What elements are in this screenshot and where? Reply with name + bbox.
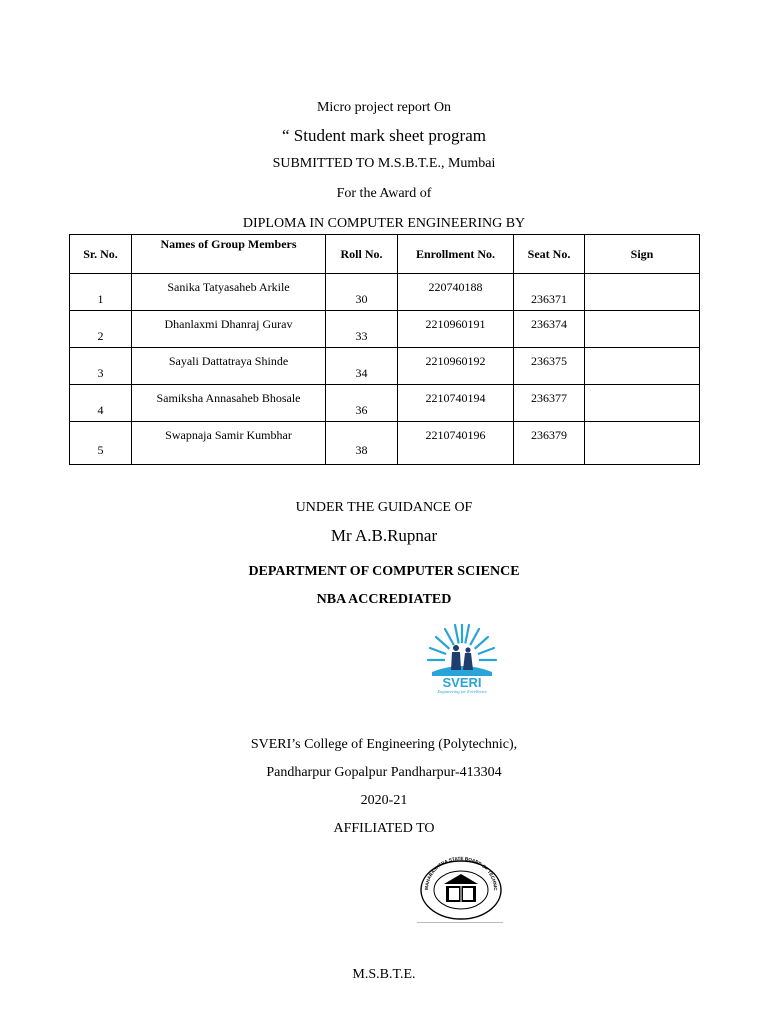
cell-seat — [514, 385, 585, 422]
sveri-logo-icon — [424, 624, 500, 694]
cell-enroll — [398, 422, 514, 465]
roll-value: 34 — [355, 366, 368, 380]
cell-seat — [514, 311, 585, 348]
roll-value: 30 — [355, 292, 368, 306]
cell-sign — [585, 385, 700, 422]
sveri-logo-tagline: Engineering for Excellence — [437, 689, 487, 694]
member-name: Sanika Tatyasaheb Arkile — [167, 280, 290, 294]
sr-value: 4 — [97, 403, 104, 417]
cell-name — [132, 348, 326, 385]
cell-roll — [326, 422, 398, 465]
cell-roll — [326, 348, 398, 385]
roll-value: 36 — [355, 403, 368, 417]
sr-value: 1 — [97, 292, 104, 306]
cell-sr — [70, 311, 132, 348]
roll-value: 38 — [355, 443, 368, 457]
project-title: “ Student mark sheet program — [282, 126, 486, 145]
award-line: For the Award of — [336, 186, 432, 201]
submitted-to: SUBMITTED TO M.S.B.T.E., Mumbai — [272, 156, 496, 171]
report-title-line: Micro project report On — [316, 100, 452, 115]
sr-value: 3 — [97, 366, 104, 380]
cell-sign — [585, 274, 700, 311]
member-name: Samiksha Annasaheb Bhosale — [156, 391, 301, 405]
header-names: Names of Group Members — [132, 235, 326, 274]
cell-enroll — [398, 274, 514, 311]
enroll-value: 2210960191 — [425, 317, 486, 331]
college-name: SVERI’s College of Engineering (Polytechnic), — [250, 737, 518, 752]
header-enrollment-no: Enrollment No. — [398, 235, 514, 274]
enroll-value: 220740188 — [428, 280, 483, 294]
cell-sign — [585, 348, 700, 385]
header-seat-no: Seat No. — [514, 235, 585, 274]
msbte-seal-icon — [418, 856, 504, 920]
cell-roll — [326, 385, 398, 422]
table-row — [70, 274, 700, 311]
cell-enroll — [398, 385, 514, 422]
cell-roll — [326, 311, 398, 348]
seat-value: 236371 — [531, 292, 567, 306]
cell-sr — [70, 274, 132, 311]
diploma-line: DIPLOMA IN COMPUTER ENGINEERING BY — [242, 216, 526, 231]
table-row — [70, 422, 700, 465]
cell-sign — [585, 311, 700, 348]
enroll-value: 2210960192 — [425, 354, 486, 368]
cell-seat — [514, 274, 585, 311]
cell-roll — [326, 274, 398, 311]
header-sign: Sign — [585, 235, 700, 274]
header-sr-no: Sr. No. — [70, 235, 132, 274]
accreditation: NBA ACCREDIATED — [316, 592, 452, 607]
seal-underline — [417, 922, 503, 923]
group-members-table — [69, 234, 700, 465]
seat-value: 236377 — [531, 391, 567, 405]
table-header-row — [70, 235, 700, 274]
member-name: Sayali Dattatraya Shinde — [168, 354, 289, 368]
header-roll-no: Roll No. — [326, 235, 398, 274]
cell-seat — [514, 422, 585, 465]
academic-year: 2020-21 — [360, 793, 408, 808]
cell-seat — [514, 348, 585, 385]
enroll-value: 2210740194 — [425, 391, 486, 405]
college-address: Pandharpur Gopalpur Pandharpur-413304 — [266, 765, 502, 780]
table-row — [70, 348, 700, 385]
member-name: Swapnaja Samir Kumbhar — [165, 428, 292, 442]
cell-sign — [585, 422, 700, 465]
cell-name — [132, 274, 326, 311]
guide-name: Mr A.B.Rupnar — [330, 526, 438, 545]
department-name: DEPARTMENT OF COMPUTER SCIENCE — [248, 564, 520, 579]
guidance-label: UNDER THE GUIDANCE OF — [295, 500, 473, 515]
affiliated-to: AFFILIATED TO — [333, 821, 435, 836]
cell-enroll — [398, 311, 514, 348]
seat-value: 236379 — [531, 428, 567, 442]
msbte-seal-ring-text: MAHARASHTRA STATE BOARD OF TECHNIC — [423, 856, 499, 891]
cell-name — [132, 422, 326, 465]
sveri-logo-text: SVERI — [442, 675, 482, 690]
cell-sr — [70, 385, 132, 422]
table-row — [70, 311, 700, 348]
footer-board: M.S.B.T.E. — [352, 967, 416, 982]
enroll-value: 2210740196 — [425, 428, 486, 442]
seat-value: 236375 — [531, 354, 567, 368]
member-name: Dhanlaxmi Dhanraj Gurav — [164, 317, 293, 331]
sr-value: 5 — [97, 443, 104, 457]
sr-value: 2 — [97, 329, 104, 343]
cell-enroll — [398, 348, 514, 385]
table-row — [70, 385, 700, 422]
cell-name — [132, 385, 326, 422]
cell-sr — [70, 348, 132, 385]
cell-sr — [70, 422, 132, 465]
seat-value: 236374 — [531, 317, 567, 331]
roll-value: 33 — [355, 329, 368, 343]
cell-name — [132, 311, 326, 348]
